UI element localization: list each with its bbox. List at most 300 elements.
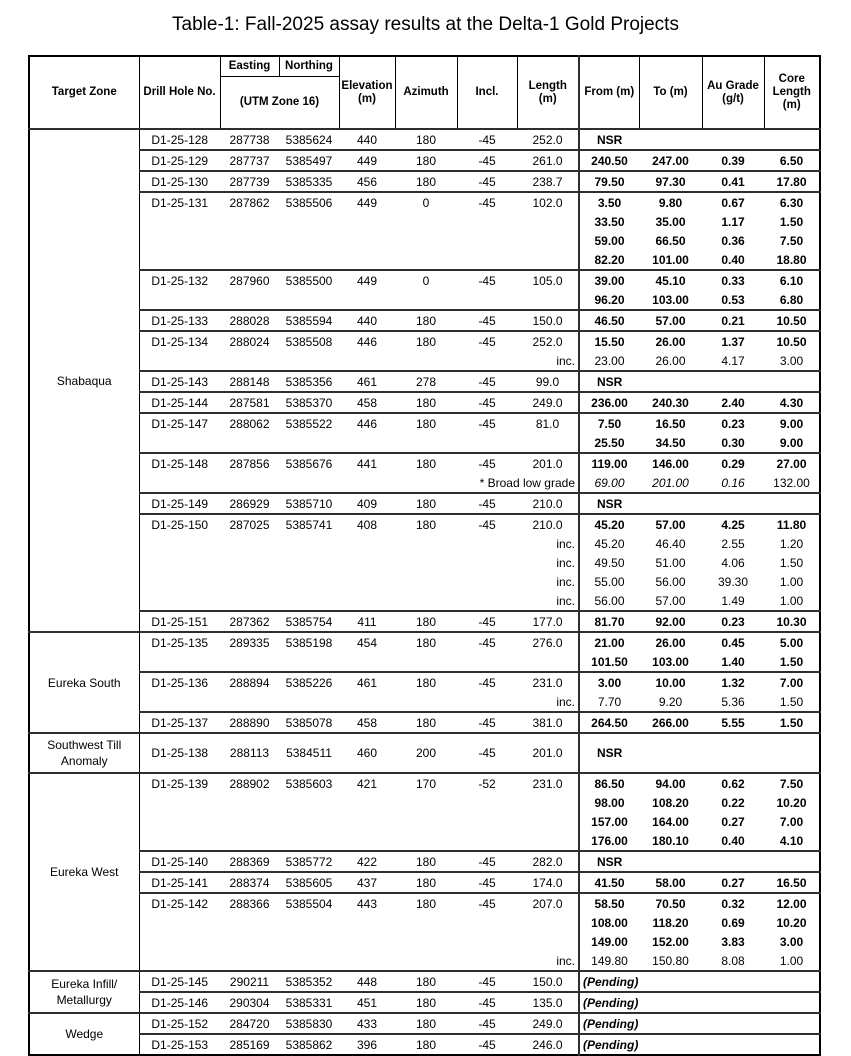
grade-cell: 0.32 (702, 893, 764, 913)
result-cell: (Pending) (579, 992, 820, 1013)
incl-cell: -45 (457, 851, 517, 872)
to-cell: 46.40 (655, 536, 686, 551)
interval-label-cell (139, 652, 579, 672)
length-cell: 210.0 (517, 493, 579, 514)
core-length-cell: 10.50 (764, 331, 820, 351)
table-row (29, 351, 820, 371)
table-row (29, 992, 820, 1013)
from-cell: 81.70 (579, 611, 639, 632)
interval-label-cell (139, 913, 579, 932)
result-cell: NSR (579, 733, 820, 773)
azimuth-cell: 180 (395, 413, 457, 433)
grade-cell: 3.83 (721, 934, 745, 949)
table-row (29, 553, 820, 572)
to-cell: 9.20 (658, 694, 683, 709)
to-cell: 92.00 (639, 611, 702, 632)
from-cell: 264.50 (579, 712, 639, 733)
incl-cell: -45 (457, 1013, 517, 1034)
length-cell: 231.0 (517, 773, 579, 793)
drill-hole-cell: D1-25-143 (139, 371, 220, 392)
core-length-cell: 9.00 (764, 413, 820, 433)
drill-hole-cell: D1-25-153 (139, 1034, 220, 1055)
easting-cell: 288366 (220, 893, 279, 913)
to-cell: 26.00 (639, 331, 702, 351)
core-length-cell: 3.00 (779, 353, 804, 368)
drill-hole-cell: D1-25-147 (139, 413, 220, 433)
from-cell: 176.00 (579, 831, 639, 851)
easting-cell: 287738 (220, 129, 279, 150)
to-cell: 101.00 (652, 252, 689, 267)
core-length-cell: 5.00 (764, 632, 820, 652)
from-cell: 58.50 (579, 893, 639, 913)
incl-cell: -45 (457, 733, 517, 773)
drill-hole-cell: D1-25-138 (139, 733, 220, 773)
elevation-cell: 421 (339, 773, 395, 793)
elevation-cell: 448 (339, 971, 395, 992)
to-cell: 108.20 (652, 795, 689, 810)
azimuth-cell: 180 (395, 893, 457, 913)
from-cell: 23.00 (579, 351, 639, 371)
core-length-cell: 10.20 (776, 915, 807, 930)
easting-cell: 287025 (220, 514, 279, 534)
incl-cell: -45 (457, 611, 517, 632)
from-cell: 98.00 (579, 793, 639, 812)
length-cell: 201.0 (517, 453, 579, 473)
to-cell: 103.00 (652, 654, 689, 669)
grade-cell: 0.40 (721, 833, 745, 848)
northing-cell: 5385506 (279, 192, 339, 212)
drill-hole-cell: D1-25-134 (139, 331, 220, 351)
table-row (29, 514, 820, 534)
northing-cell: 5385710 (279, 493, 339, 514)
table-row (29, 473, 820, 493)
to-cell: 57.00 (655, 593, 686, 608)
northing-cell: 5385830 (279, 1013, 339, 1034)
grade-cell: 8.08 (721, 953, 745, 968)
azimuth-cell: 180 (395, 971, 457, 992)
drill-hole-cell: D1-25-151 (139, 611, 220, 632)
northing-cell: 5385370 (279, 392, 339, 413)
azimuth-cell: 278 (395, 371, 457, 392)
to-cell: 58.00 (639, 872, 702, 893)
interval-label-cell: inc. (556, 953, 575, 968)
grade-cell: 0.27 (721, 814, 745, 829)
grade-cell: 0.27 (702, 872, 764, 893)
interval-label-cell: inc. (556, 574, 575, 589)
from-cell: 49.50 (579, 553, 639, 572)
drill-hole-cell: D1-25-148 (139, 453, 220, 473)
result-cell: NSR (579, 129, 820, 150)
to-cell: 97.30 (639, 171, 702, 192)
drill-hole-cell: D1-25-149 (139, 493, 220, 514)
drill-hole-cell: D1-25-128 (139, 129, 220, 150)
zone-cell: Eureka Infill/ Metallurgy (29, 971, 139, 1013)
easting-cell: 287737 (220, 150, 279, 171)
table-row (29, 270, 820, 290)
from-cell: 56.00 (579, 591, 639, 611)
to-cell: 150.80 (652, 953, 689, 968)
easting-cell: 288369 (220, 851, 279, 872)
header-elevation: Elevation (m) (339, 56, 395, 129)
header-target-zone: Target Zone (29, 56, 139, 129)
grade-cell: 0.53 (721, 292, 745, 307)
azimuth-cell: 180 (395, 171, 457, 192)
incl-cell: -45 (457, 514, 517, 534)
core-length-cell: 1.50 (779, 555, 804, 570)
grade-cell: 1.32 (702, 672, 764, 692)
to-cell: 56.00 (655, 574, 686, 589)
elevation-cell: 460 (339, 733, 395, 773)
length-cell: 174.0 (517, 872, 579, 893)
elevation-cell: 411 (339, 611, 395, 632)
length-cell: 105.0 (517, 270, 579, 290)
grade-cell: 0.23 (702, 611, 764, 632)
incl-cell: -52 (457, 773, 517, 793)
from-cell: 79.50 (579, 171, 639, 192)
core-length-cell: 7.00 (779, 814, 804, 829)
easting-cell: 288028 (220, 310, 279, 331)
to-cell: 247.00 (639, 150, 702, 171)
elevation-cell: 440 (339, 310, 395, 331)
table-row (29, 932, 820, 951)
from-cell: 3.00 (579, 672, 639, 692)
incl-cell: -45 (457, 712, 517, 733)
to-cell: 34.50 (655, 435, 686, 450)
result-cell: NSR (579, 371, 820, 392)
to-cell: 9.80 (639, 192, 702, 212)
northing-cell: 5385772 (279, 851, 339, 872)
core-length-cell: 10.30 (764, 611, 820, 632)
core-length-cell: 3.00 (779, 934, 804, 949)
interval-label-cell (139, 212, 579, 231)
elevation-cell: 409 (339, 493, 395, 514)
length-cell: 238.7 (517, 171, 579, 192)
core-length-cell: 6.50 (764, 150, 820, 171)
to-cell: 57.00 (639, 514, 702, 534)
elevation-cell: 408 (339, 514, 395, 534)
incl-cell: -45 (457, 413, 517, 433)
to-cell: 70.50 (639, 893, 702, 913)
table-row (29, 712, 820, 733)
grade-cell: 0.16 (721, 475, 745, 490)
table-row (29, 971, 820, 992)
grade-cell: 0.41 (702, 171, 764, 192)
to-cell: 152.00 (652, 934, 689, 949)
elevation-cell: 441 (339, 453, 395, 473)
azimuth-cell: 180 (395, 851, 457, 872)
from-cell: 69.00 (579, 473, 639, 493)
length-cell: 150.0 (517, 971, 579, 992)
interval-label-cell (139, 250, 579, 270)
northing-cell: 5385603 (279, 773, 339, 793)
core-length-cell: 6.80 (779, 292, 804, 307)
table-row (29, 231, 820, 250)
from-cell: 21.00 (579, 632, 639, 652)
core-length-cell: 18.80 (776, 252, 807, 267)
table-row (29, 812, 820, 831)
result-cell: (Pending) (579, 1013, 820, 1034)
from-cell: 236.00 (579, 392, 639, 413)
azimuth-cell: 0 (395, 270, 457, 290)
grade-cell: 2.40 (702, 392, 764, 413)
azimuth-cell: 0 (395, 192, 457, 212)
incl-cell: -45 (457, 150, 517, 171)
azimuth-cell: 170 (395, 773, 457, 793)
northing-cell: 5385624 (279, 129, 339, 150)
table-row (29, 951, 820, 971)
easting-cell: 287960 (220, 270, 279, 290)
incl-cell: -45 (457, 453, 517, 473)
to-cell: 26.00 (655, 353, 686, 368)
azimuth-cell: 200 (395, 733, 457, 773)
elevation-cell: 461 (339, 672, 395, 692)
table-header (29, 56, 820, 129)
zone-cell: Shabaqua (29, 129, 139, 632)
azimuth-cell: 180 (395, 632, 457, 652)
elevation-cell: 451 (339, 992, 395, 1013)
from-cell: 3.50 (579, 192, 639, 212)
northing-cell: 5385352 (279, 971, 339, 992)
easting-cell: 288890 (220, 712, 279, 733)
from-cell: 45.20 (579, 514, 639, 534)
zone-cell: Wedge (29, 1013, 139, 1055)
azimuth-cell: 180 (395, 611, 457, 632)
elevation-cell: 461 (339, 371, 395, 392)
grade-cell: 0.67 (702, 192, 764, 212)
easting-cell: 289335 (220, 632, 279, 652)
core-length-cell: 7.00 (764, 672, 820, 692)
grade-cell: 1.37 (702, 331, 764, 351)
core-length-cell: 1.50 (779, 654, 804, 669)
drill-hole-cell: D1-25-152 (139, 1013, 220, 1034)
page (0, 14, 851, 1052)
table-row (29, 851, 820, 872)
northing-cell: 5385078 (279, 712, 339, 733)
easting-cell: 288148 (220, 371, 279, 392)
length-cell: 381.0 (517, 712, 579, 733)
interval-label-cell: inc. (556, 353, 575, 368)
core-length-cell: 1.00 (779, 574, 804, 589)
interval-label-cell (139, 812, 579, 831)
table-title: Table-1: Fall-2025 assay results at the Delta-1 Gold Projects (172, 14, 679, 35)
core-length-cell: 12.00 (764, 893, 820, 913)
drill-hole-cell: D1-25-140 (139, 851, 220, 872)
table-row (29, 534, 820, 553)
table-row (29, 733, 820, 773)
length-cell: 150.0 (517, 310, 579, 331)
length-cell: 81.0 (517, 413, 579, 433)
table-row (29, 632, 820, 652)
table-row (29, 893, 820, 913)
assay-results-table (28, 55, 821, 1056)
core-length-cell: 6.10 (764, 270, 820, 290)
incl-cell: -45 (457, 171, 517, 192)
azimuth-cell: 180 (395, 514, 457, 534)
interval-label-cell: inc. (556, 694, 575, 709)
drill-hole-cell: D1-25-145 (139, 971, 220, 992)
grade-cell: 0.69 (721, 915, 745, 930)
northing-cell: 5385331 (279, 992, 339, 1013)
core-length-cell: 11.80 (764, 514, 820, 534)
azimuth-cell: 180 (395, 672, 457, 692)
core-length-cell: 7.50 (779, 233, 804, 248)
grade-cell: 0.45 (702, 632, 764, 652)
grade-cell: 4.06 (721, 555, 745, 570)
table-row (29, 493, 820, 514)
grade-cell: 0.40 (721, 252, 745, 267)
easting-cell: 290211 (220, 971, 279, 992)
table-row (29, 872, 820, 893)
core-length-cell: 4.10 (779, 833, 804, 848)
table-row (29, 572, 820, 591)
grade-cell: 0.23 (702, 413, 764, 433)
table-row (29, 290, 820, 310)
easting-cell: 288374 (220, 872, 279, 893)
from-cell: 149.80 (579, 951, 639, 971)
grade-cell: 0.29 (702, 453, 764, 473)
table-row (29, 831, 820, 851)
elevation-cell: 396 (339, 1034, 395, 1055)
drill-hole-cell: D1-25-136 (139, 672, 220, 692)
table-row (29, 331, 820, 351)
northing-cell: 5385335 (279, 171, 339, 192)
from-cell: 45.20 (579, 534, 639, 553)
from-cell: 108.00 (579, 913, 639, 932)
easting-cell: 288062 (220, 413, 279, 433)
drill-hole-cell: D1-25-133 (139, 310, 220, 331)
incl-cell: -45 (457, 893, 517, 913)
header-from: From (m) (579, 56, 639, 129)
incl-cell: -45 (457, 310, 517, 331)
elevation-cell: 456 (339, 171, 395, 192)
grade-cell: 0.62 (702, 773, 764, 793)
grade-cell: 0.30 (721, 435, 745, 450)
core-length-cell: 27.00 (764, 453, 820, 473)
azimuth-cell: 180 (395, 712, 457, 733)
to-cell: 164.00 (652, 814, 689, 829)
northing-cell: 5385676 (279, 453, 339, 473)
length-cell: 210.0 (517, 514, 579, 534)
header-azimuth: Azimuth (395, 56, 457, 129)
easting-cell: 287862 (220, 192, 279, 212)
elevation-cell: 446 (339, 413, 395, 433)
length-cell: 282.0 (517, 851, 579, 872)
drill-hole-cell: D1-25-129 (139, 150, 220, 171)
to-cell: 45.10 (639, 270, 702, 290)
core-length-cell: 1.20 (779, 536, 804, 551)
to-cell: 66.50 (655, 233, 686, 248)
table-row (29, 672, 820, 692)
azimuth-cell: 180 (395, 872, 457, 893)
length-cell: 99.0 (517, 371, 579, 392)
elevation-cell: 458 (339, 712, 395, 733)
elevation-cell: 446 (339, 331, 395, 351)
core-length-cell: 1.00 (779, 953, 804, 968)
incl-cell: -45 (457, 192, 517, 212)
core-length-cell: 132.00 (773, 475, 810, 490)
incl-cell: -45 (457, 1034, 517, 1055)
azimuth-cell: 180 (395, 150, 457, 171)
northing-cell: 5385504 (279, 893, 339, 913)
interval-label-cell (139, 231, 579, 250)
easting-cell: 288113 (220, 733, 279, 773)
to-cell: 10.00 (639, 672, 702, 692)
table-row (29, 773, 820, 793)
azimuth-cell: 180 (395, 493, 457, 514)
table-row (29, 611, 820, 632)
header-utm-zone: (UTM Zone 16) (220, 77, 339, 130)
result-cell: (Pending) (579, 1034, 820, 1055)
table-row (29, 1034, 820, 1055)
interval-label-cell (139, 932, 579, 951)
drill-hole-cell: D1-25-132 (139, 270, 220, 290)
length-cell: 249.0 (517, 392, 579, 413)
incl-cell: -45 (457, 493, 517, 514)
from-cell: 46.50 (579, 310, 639, 331)
incl-cell: -45 (457, 129, 517, 150)
easting-cell: 285169 (220, 1034, 279, 1055)
drill-hole-cell: D1-25-150 (139, 514, 220, 534)
drill-hole-cell: D1-25-137 (139, 712, 220, 733)
from-cell: 41.50 (579, 872, 639, 893)
northing-cell: 5384511 (279, 733, 339, 773)
grade-cell: 5.55 (702, 712, 764, 733)
interval-label-cell: inc. (556, 555, 575, 570)
incl-cell: -45 (457, 331, 517, 351)
grade-cell: 0.39 (702, 150, 764, 171)
incl-cell: -45 (457, 992, 517, 1013)
to-cell: 240.30 (639, 392, 702, 413)
from-cell: 149.00 (579, 932, 639, 951)
length-cell: 207.0 (517, 893, 579, 913)
table-row (29, 192, 820, 212)
azimuth-cell: 180 (395, 310, 457, 331)
drill-hole-cell: D1-25-144 (139, 392, 220, 413)
to-cell: 201.00 (652, 475, 689, 490)
northing-cell: 5385497 (279, 150, 339, 171)
table-row (29, 392, 820, 413)
grade-cell: 1.17 (721, 214, 745, 229)
result-cell: (Pending) (579, 971, 820, 992)
header-length: Length (m) (517, 56, 579, 129)
azimuth-cell: 180 (395, 992, 457, 1013)
table-row (29, 250, 820, 270)
zone-cell: Eureka West (29, 773, 139, 971)
table-row (29, 150, 820, 171)
elevation-cell: 449 (339, 270, 395, 290)
easting-cell: 290304 (220, 992, 279, 1013)
core-length-cell: 7.50 (764, 773, 820, 793)
result-cell: NSR (579, 851, 820, 872)
header-drill-hole: Drill Hole No. (139, 56, 220, 129)
from-cell: 25.50 (579, 433, 639, 453)
header-northing: Northing (279, 56, 339, 77)
grade-cell: 5.36 (721, 694, 745, 709)
table-row (29, 652, 820, 672)
grade-cell: 0.21 (702, 310, 764, 331)
to-cell: 94.00 (639, 773, 702, 793)
elevation-cell: 458 (339, 392, 395, 413)
from-cell: 7.50 (579, 413, 639, 433)
incl-cell: -45 (457, 270, 517, 290)
to-cell: 103.00 (652, 292, 689, 307)
length-cell: 249.0 (517, 1013, 579, 1034)
elevation-cell: 449 (339, 150, 395, 171)
drill-hole-cell: D1-25-135 (139, 632, 220, 652)
to-cell: 35.00 (655, 214, 686, 229)
easting-cell: 287739 (220, 171, 279, 192)
to-cell: 180.10 (652, 833, 689, 848)
